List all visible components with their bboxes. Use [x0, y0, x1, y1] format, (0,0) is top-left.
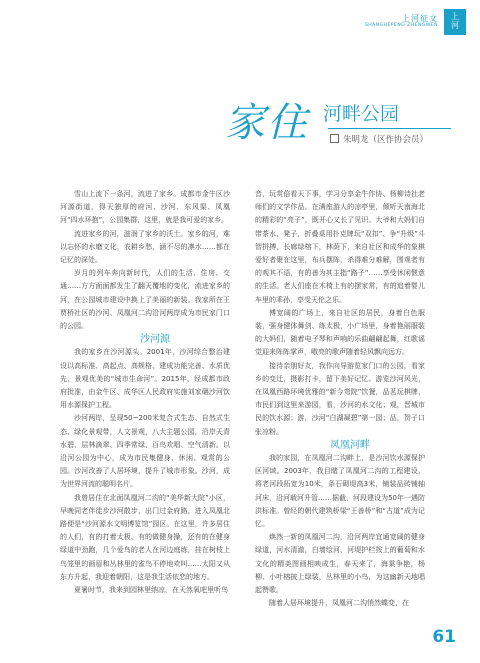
paragraph: 我曾居住在北面凤凰河二沟的“美华新大院”小区，早晚同老伴徒步沙河散步，出门过金府路，进入凤凰北路便是“沙河源水文明博览馆”园区。在这里，许多居住的人们，有的打着太极，有的做健身操，还有的在健身绿道中劲跑，几个爱鸟的老人在河边庭练，挂在树枝上鸟笼里的画眉和丛林里的雀鸟不停地欢叫……太阳又从东方升起，我迎着朝阳，这是我生活依恋的地方。: [60, 493, 230, 581]
author-byline: [330, 133, 428, 145]
column-name: 上河征文: [402, 14, 438, 24]
title-underline: [328, 128, 451, 129]
paragraph: 沙河两岸，呈现50~200米复合式生态、自然式生态、绿化景观带，人文景观，八大主题公园，沿岸天青水碧、层林滴翠、四季常绿、百鸟欢唱、空气清新。以沿河公园为中心，成为市民集健身、休闲、观赏的公园。沙河改善了人居环境，提升了城市形象。沙河，成为世界河流的聪明名片。: [60, 414, 230, 489]
column-header: [365, 9, 466, 35]
paragraph: 我的家乡在沙河源头。2001年，沙河综合整治建设以高标准、高起点、高规格、建成功能完善、水质优先、景观优美的“城市生命河”。2015年，经成都市政府批准，由金牛区、成华区人民政府实施刘家碾沙河饮用水源保护工程。: [60, 348, 230, 410]
section-title-shahe: 沙河源: [140, 334, 170, 346]
article-title: 河畔公园: [323, 103, 400, 125]
paragraph: 焕然一新的凤凰河二沟，沿河两岸宜通宽阔的健身绿道，河水清澈，白墙绘河，河堤护栏按上的葡萄和水文化的精美图画相映成生，春天来了，海棠争艳，杨柳、小叶榕披上绿装，丛林里的小鸟，为这幽新天地唱起赞歌。: [255, 533, 425, 595]
paragraph: 接待亲朋好友，我作向导游览家门口的公园，看家乡的变迁，摄影打卡，留下美好记忆。游览沙河风光，在凤凰西路环境优雅的“新今弯院”饮餐，品茗玩棋牌，市民们到这里来游园，看，沙河的水文化；观，晋城市民的饮水源；游，沙河“白湖凝碧”第一园；品，贺子口张凉粉。: [255, 361, 425, 436]
paragraph: 岁月的列车奔向新时代，人们的生活、住房、交通……方方面面都发生了翻天覆地的变化，流进家乡的河，在公园城市建设中换上了美丽的新装。我家所在王贾桥社区的沙河、凤凰河二沟沿河两岸成为市民家门口的公园。: [60, 269, 230, 331]
title-calligraphy: 家住: [225, 100, 309, 146]
column-badge-icon: 上 河: [444, 9, 466, 35]
paragraph: 流进家乡的河，滋润了家乡的沃土。家乡的河，难以忘怀的水磨文化，农耕乡愁，涵不尽的凛水……都在记忆的深处。: [60, 229, 230, 265]
paragraph: 夏暑时节，我来到园林里纳凉，在天然氧吧里听鸟: [74, 586, 228, 595]
paragraph: 我的家园，在凤凰河二沟畔上，是沙河饮水源保护区河域。2003年，我目睹了凤凰河二沟的工程建设，将老河段拓宽为10米，条石砌堤高3米，铺装品砖铺轴河床，沿河载河升管……据截，河段建设为50年一遇防洪标准。曾经的朝代建筑桥梁“王善桥”和“古道”成为记忆。: [255, 454, 425, 529]
paragraph: 雪山上流下一条河，流进了家乡。成都市金牛区沙河源街道，得天独厚的府河、沙河、东风渠、凤凰河“四水环抱”，公园集群，这里，就是我可爱的家乡。: [60, 190, 230, 225]
author-name: 朱明龙（区作协会员）: [343, 135, 429, 145]
section-title-fenghuang: 凤凰河畔: [330, 439, 370, 451]
right-column: [255, 188, 425, 611]
square-bullet-icon: [330, 134, 339, 143]
left-column: [60, 188, 230, 597]
paragraph-continued: 音，玩赏倍看天下事，学习分享金牛作协、杨柳诗社老师们的文学作品。在满座游人的凉亭里，倾听天南海北的精彩的“亮子”，既开心又长了见识。大爷和大妈们自带茶水、凳子，折叠桌用扑克牌玩“双扣”、争“升级”斗智拼搏，长廊绿榕下，林荫下，来自社区和成华的象棋爱好者聚在这里，布兵摆阵，杀得难分难解，围观者有的观其不语，有的善为其主指“路子”……享受休闲惬意的生活。老人们座在木椅上有的摆家常，有的追着婴儿车里的乖孙，享受天伦之乐。: [255, 190, 425, 304]
column-name-en: SHANGHEPENG ZHENGWEN: [364, 23, 438, 29]
paragraph: 随着人居环境提升，凤凰河二沟悄然蝶变，在: [269, 599, 409, 608]
page-number: 61: [432, 627, 456, 647]
article-title-block: [225, 95, 455, 155]
paragraph: 傅宽阔的广场上，来自社区的居民，身着白色服装，强身健体舞剑、练太极，小广场里，身着艳丽服装的大妈们，随着电子琴和声响的乐曲翩翩起舞，红歌谣觉迎来阵阵掌声，嗷亮的歌声随着轻风飘向远方。: [255, 308, 425, 357]
